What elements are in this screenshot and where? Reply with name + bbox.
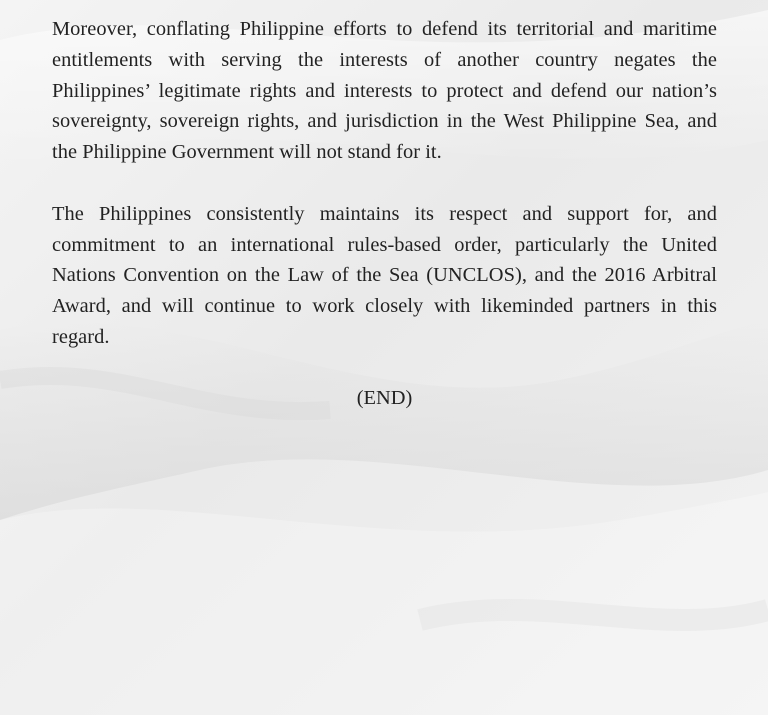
closing-end-mark: (END) <box>356 386 413 409</box>
paragraph-1: Moreover, conflating Philippine efforts to defend its territorial and maritime entitlements with serving the interests of another country negates the Philippines’ legitimate rights and interests to protect and defend our nation’s sovereignty, sovereign rights, and jurisdiction in the West Philippine Sea, and the Philippine Government will not stand for it. <box>52 18 717 164</box>
statement-body <box>52 14 717 413</box>
paragraph-2: The Philippines consistently maintains its respect and support for, and commitment to an international rules-based order, particularly the United Nations Convention on the Law of the Sea (UNCLOS), and the 2016 Arbitral Award, and will continue to work closely with likeminded partners in this regard. <box>52 202 717 348</box>
